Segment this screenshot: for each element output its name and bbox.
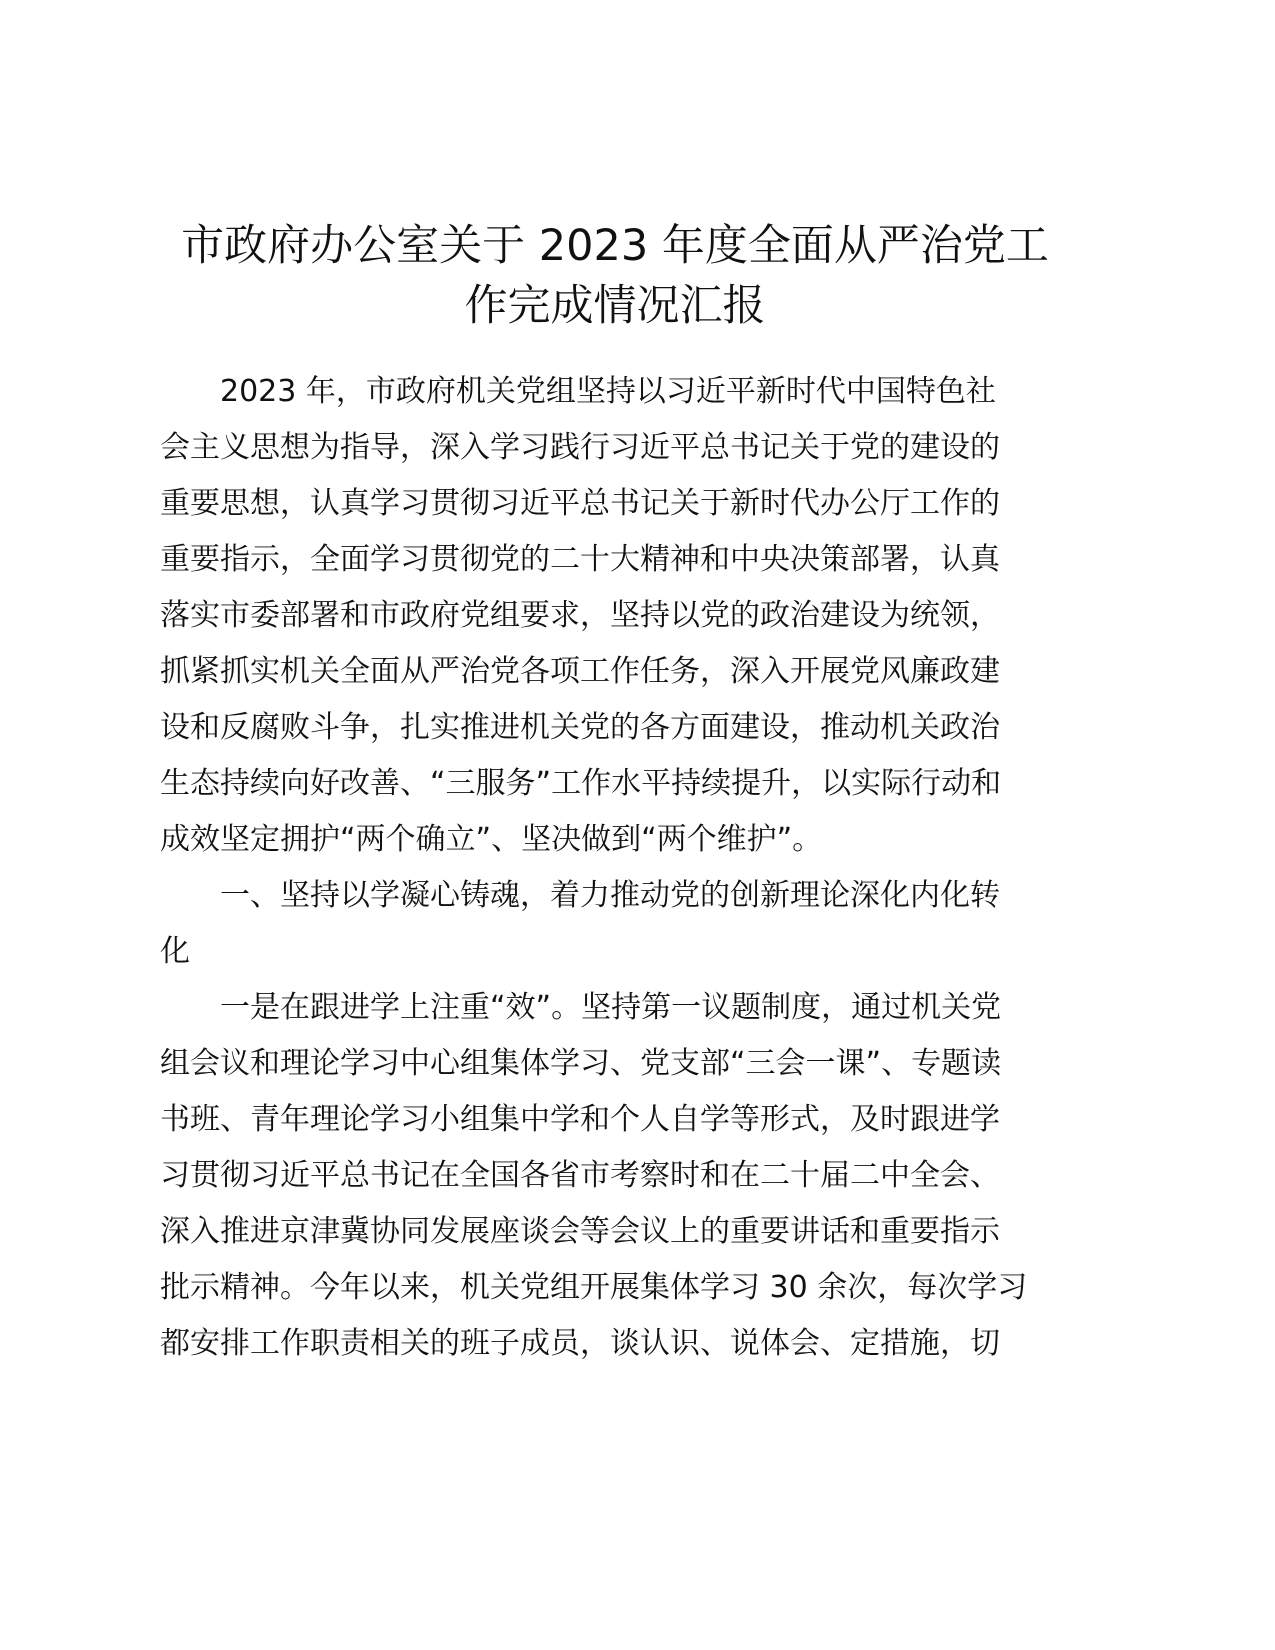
title-line-1: 市政府办公室关于 2023 年度全面从严治党工 <box>181 221 1049 271</box>
document-page <box>160 216 1070 1372</box>
document-title <box>160 216 1070 336</box>
text-line: 成效坚定拥护“两个确立”、坚决做到“两个维护”。 <box>160 822 823 857</box>
text-line: 落实市委部署和市政府党组要求，坚持以党的政治建设为统领， <box>160 598 1000 633</box>
text-line: 书班、青年理论学习小组集中学和个人自学等形式，及时跟进学 <box>160 1102 1000 1137</box>
text-line: 一、坚持以学凝心铸魂，着力推动党的创新理论深化内化转 <box>220 878 1000 913</box>
intro-paragraph <box>160 364 1070 868</box>
text-line: 2023 年，市政府机关党组坚持以习近平新时代中国特色社 <box>220 374 996 409</box>
document-body <box>160 364 1070 1372</box>
text-line: 会主义思想为指导，深入学习践行习近平总书记关于党的建设的 <box>160 430 1000 465</box>
text-line: 抓紧抓实机关全面从严治党各项工作任务，深入开展党风廉政建 <box>160 654 1000 689</box>
text-line: 深入推进京津冀协同发展座谈会等会议上的重要讲话和重要指示 <box>160 1214 1000 1249</box>
text-line: 习贯彻习近平总书记在全国各省市考察时和在二十届二中全会、 <box>160 1158 1000 1193</box>
text-line: 重要思想，认真学习贯彻习近平总书记关于新时代办公厅工作的 <box>160 486 1000 521</box>
text-line: 批示精神。今年以来，机关党组开展集体学习 30 余次，每次学习 <box>160 1270 1028 1305</box>
text-line: 化 <box>160 934 190 969</box>
section-heading-1 <box>160 868 1070 980</box>
text-line: 设和反腐败斗争，扎实推进机关党的各方面建设，推动机关政治 <box>160 710 1000 745</box>
text-line: 生态持续向好改善、“三服务”工作水平持续提升，以实际行动和 <box>160 766 1002 801</box>
text-line: 重要指示，全面学习贯彻党的二十大精神和中央决策部署，认真 <box>160 542 1000 577</box>
text-line: 一是在跟进学上注重“效”。坚持第一议题制度，通过机关党 <box>220 990 1002 1025</box>
text-line: 都安排工作职责相关的班子成员，谈认识、说体会、定措施，切 <box>160 1326 1000 1361</box>
text-line: 组会议和理论学习中心组集体学习、党支部“三会一课”、专题读 <box>160 1046 1002 1081</box>
section-paragraph-1 <box>160 980 1070 1372</box>
title-line-2: 作完成情况汇报 <box>464 281 766 331</box>
